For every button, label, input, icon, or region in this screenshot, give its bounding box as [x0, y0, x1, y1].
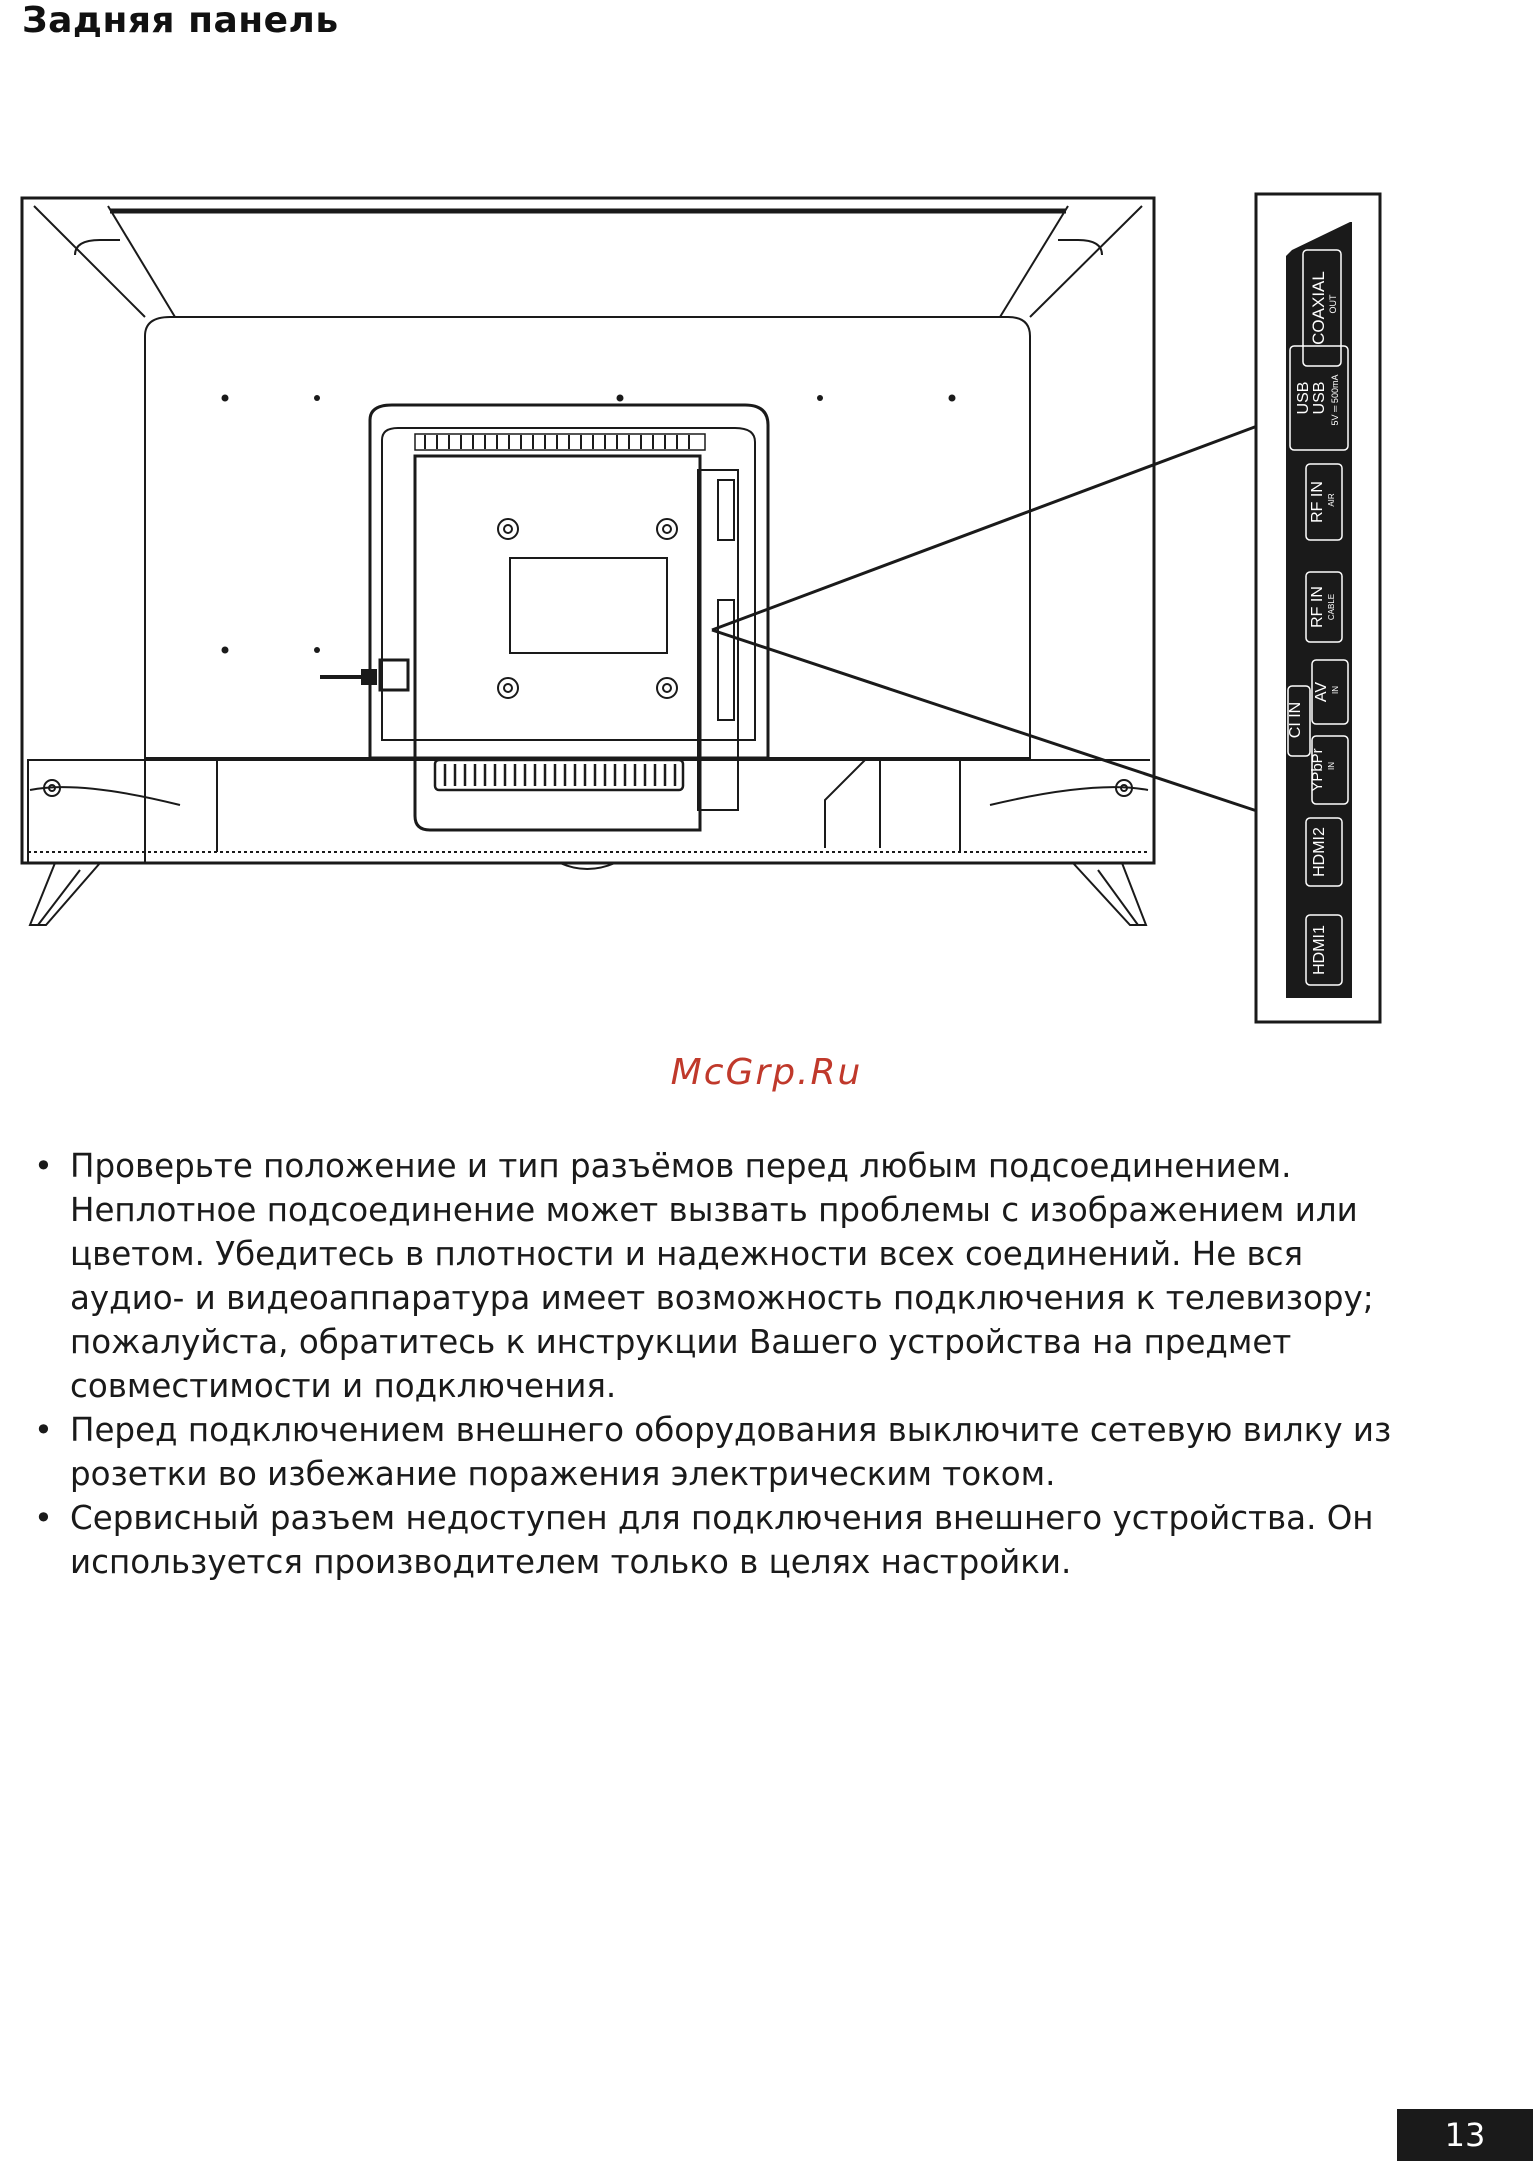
port-label-hdmi1: HDMI1: [1311, 925, 1328, 975]
watermark: McGrp.Ru: [670, 1052, 863, 1093]
port-label-hdmi2: HDMI2: [1311, 827, 1328, 877]
port-label-usb-power: 5V ═ 500mA: [1330, 374, 1340, 426]
list-item: • Проверьте положение и тип разъёмов перед любым подсоединением. Неплотное подсоединение может вызвать проблемы с изображением или цветом. Убедитесь в плотности и надежности всех соединений. Не вся аудио- и видеоаппаратура имеет возможность подключения к телевизору; пожалуйста, обратитесь к инструкции Вашего устройства на предмет совместимости и подключения.: [34, 1144, 1414, 1408]
list-item: • Сервисный разъем недоступен для подключения внешнего устройства. Он используется производителем только в целях настройки.: [34, 1496, 1414, 1584]
port-label-rf-in-air: RF IN: [1309, 481, 1326, 523]
port-sub-ypbpr: IN: [1327, 762, 1336, 770]
page-title: Задняя панель: [22, 0, 339, 41]
port-label-rf-in-cable: RF IN: [1309, 586, 1326, 628]
port-label-coaxial: COAXIAL: [1309, 271, 1328, 345]
tv-rear-drawing: [22, 198, 1154, 925]
port-sub-rf-in-air: AIR: [1327, 493, 1336, 507]
port-label-usb-1: USB: [1295, 381, 1312, 415]
port-sub-coaxial: OUT: [1328, 294, 1338, 314]
port-sub-av: IN: [1331, 686, 1340, 694]
port-label-av: AV: [1313, 681, 1330, 703]
bullet-list: [34, 1144, 1414, 1584]
port-sub-rf-in-cable: CABLE: [1327, 593, 1336, 621]
callout-pointer: [712, 425, 1260, 812]
port-label-ypbpr: YPbPr: [1309, 748, 1326, 792]
port-label-ci-in: CI IN: [1287, 701, 1304, 739]
list-item: • Перед подключением внешнего оборудования выключите сетевую вилку из розетки во избежание поражения электрическим током.: [34, 1408, 1414, 1496]
tv-rear-panel-diagram: [0, 180, 1533, 1040]
page-number: 13: [1397, 2109, 1533, 2161]
port-label-usb-2: USB: [1311, 381, 1328, 415]
